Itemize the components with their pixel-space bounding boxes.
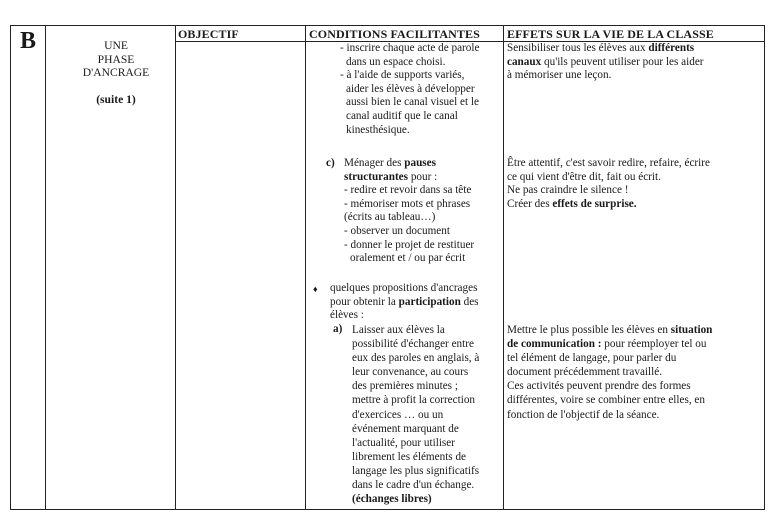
- diamond-bullet-icon: ♦: [313, 284, 318, 294]
- conditions-b1-line: kinesthésique.: [346, 123, 410, 136]
- col-divider-3: [305, 25, 306, 510]
- conditions-b4-marker: a): [333, 323, 343, 335]
- phase-line-3: D'ANCRAGE: [82, 66, 150, 80]
- conditions-b4-line: mettre à profit la correction: [352, 394, 476, 407]
- effets-b2-line: Créer des effets de surprise.: [507, 197, 637, 210]
- conditions-b2-marker: c): [326, 157, 335, 169]
- conditions-b1-line: aussi bien le canal visuel et le: [346, 96, 479, 109]
- effets-block-1: [507, 42, 762, 83]
- table-border-bottom: [10, 509, 765, 510]
- conditions-b4-line: langage les plus significatifs: [352, 464, 480, 477]
- effets-b2-line: ce qui vient d'être dit, fait ou écrit.: [507, 170, 661, 183]
- effets-b1-line: Sensibiliser tous les élèves aux différents: [507, 42, 695, 54]
- phase-title: [56, 39, 176, 106]
- conditions-b4-line: événement marquant de: [352, 422, 459, 435]
- conditions-block-2: [344, 157, 502, 266]
- conditions-block-3: [330, 282, 502, 323]
- conditions-b4-line: eux des paroles en anglais, à: [352, 352, 480, 365]
- conditions-b1-line: - à l'aide de supports variés,: [340, 69, 465, 82]
- effets-b3-line: Mettre le plus possible les élèves en situation: [507, 324, 713, 336]
- effets-b1-line: à mémoriser une leçon.: [507, 69, 612, 82]
- conditions-b3-line: pour obtenir la participation des: [330, 295, 479, 308]
- conditions-b3-line: élèves :: [330, 309, 364, 322]
- conditions-b4-line: des premières minutes ;: [352, 380, 458, 393]
- conditions-b1-line: aider les élèves à développer: [346, 82, 475, 95]
- effets-b2-line: Ne pas craindre le silence !: [507, 184, 629, 197]
- effets-b3-line: de communication : pour réemployer tel ou: [507, 338, 707, 351]
- conditions-b4-line: l'actualité, pour utiliser: [352, 436, 455, 449]
- conditions-b4-line: d'exercices … ou un: [352, 408, 444, 421]
- conditions-b2-item: - mémoriser mots et phrases: [344, 197, 471, 210]
- conditions-b2-item: oralement et / ou par écrit: [350, 252, 466, 265]
- conditions-b2-item: - observer un document: [344, 224, 450, 237]
- effets-block-3: [507, 323, 762, 422]
- conditions-b1-line: canal auditif que le canal: [346, 109, 458, 122]
- col-divider-1: [45, 25, 46, 510]
- conditions-b4-last: (échanges libres): [352, 493, 432, 506]
- header-conditions: CONDITIONS FACILITANTES: [309, 27, 480, 41]
- conditions-b2-item: - donner le projet de restituer: [344, 238, 475, 251]
- conditions-b3-line: quelques propositions d'ancrages: [330, 282, 478, 294]
- table-border-left: [10, 25, 11, 510]
- conditions-b4-line: leur convenance, au cours: [352, 366, 469, 379]
- section-letter: B: [20, 28, 37, 54]
- conditions-b4-line: dans le cadre d'un échange.: [352, 479, 475, 492]
- conditions-b4-line: possibilité d'échanger entre: [352, 338, 474, 351]
- conditions-block-1: [340, 42, 500, 137]
- table-border-right: [764, 25, 765, 510]
- effets-b3-line: différentes, voire se combiner entre elles, en: [507, 394, 705, 407]
- conditions-b2-intro: Ménager des pauses structurantes pour :: [344, 157, 438, 183]
- col-divider-4: [503, 25, 504, 510]
- phase-line-2: PHASE: [97, 52, 135, 66]
- conditions-b4-line: librement les éléments de: [352, 450, 467, 463]
- effets-b2-line: Être attentif, c'est savoir redire, refaire, écrire: [507, 157, 710, 169]
- conditions-b1-line: - inscrire chaque acte de parole: [340, 42, 480, 54]
- header-objectif: OBJECTIF: [178, 27, 239, 41]
- effets-b1-line: canaux qu'ils peuvent utiliser pour les aider: [507, 55, 704, 68]
- conditions-block-4: [352, 323, 502, 506]
- conditions-b2-item: - redire et revoir dans sa tête: [344, 184, 472, 197]
- header-effets: EFFETS SUR LA VIE DE LA CLASSE: [507, 27, 714, 41]
- effets-b3-line: tel élément de langage, pour parler du: [507, 352, 677, 365]
- phase-suite: (suite 1): [96, 92, 136, 106]
- effets-b3-line: document précédemment travaillé.: [507, 366, 663, 379]
- table-border-top: [10, 25, 765, 26]
- effets-b3-line: fonction de l'objectif de la séance.: [507, 408, 660, 421]
- effets-block-2: [507, 157, 762, 211]
- conditions-b2-item: (écrits au tableau…): [344, 211, 436, 224]
- effets-b3-line: Ces activités peuvent prendre des formes: [507, 380, 691, 393]
- conditions-b4-line: Laisser aux élèves la: [352, 324, 445, 336]
- phase-line-1: UNE: [104, 39, 128, 52]
- conditions-b1-line: dans un espace choisi.: [346, 55, 446, 68]
